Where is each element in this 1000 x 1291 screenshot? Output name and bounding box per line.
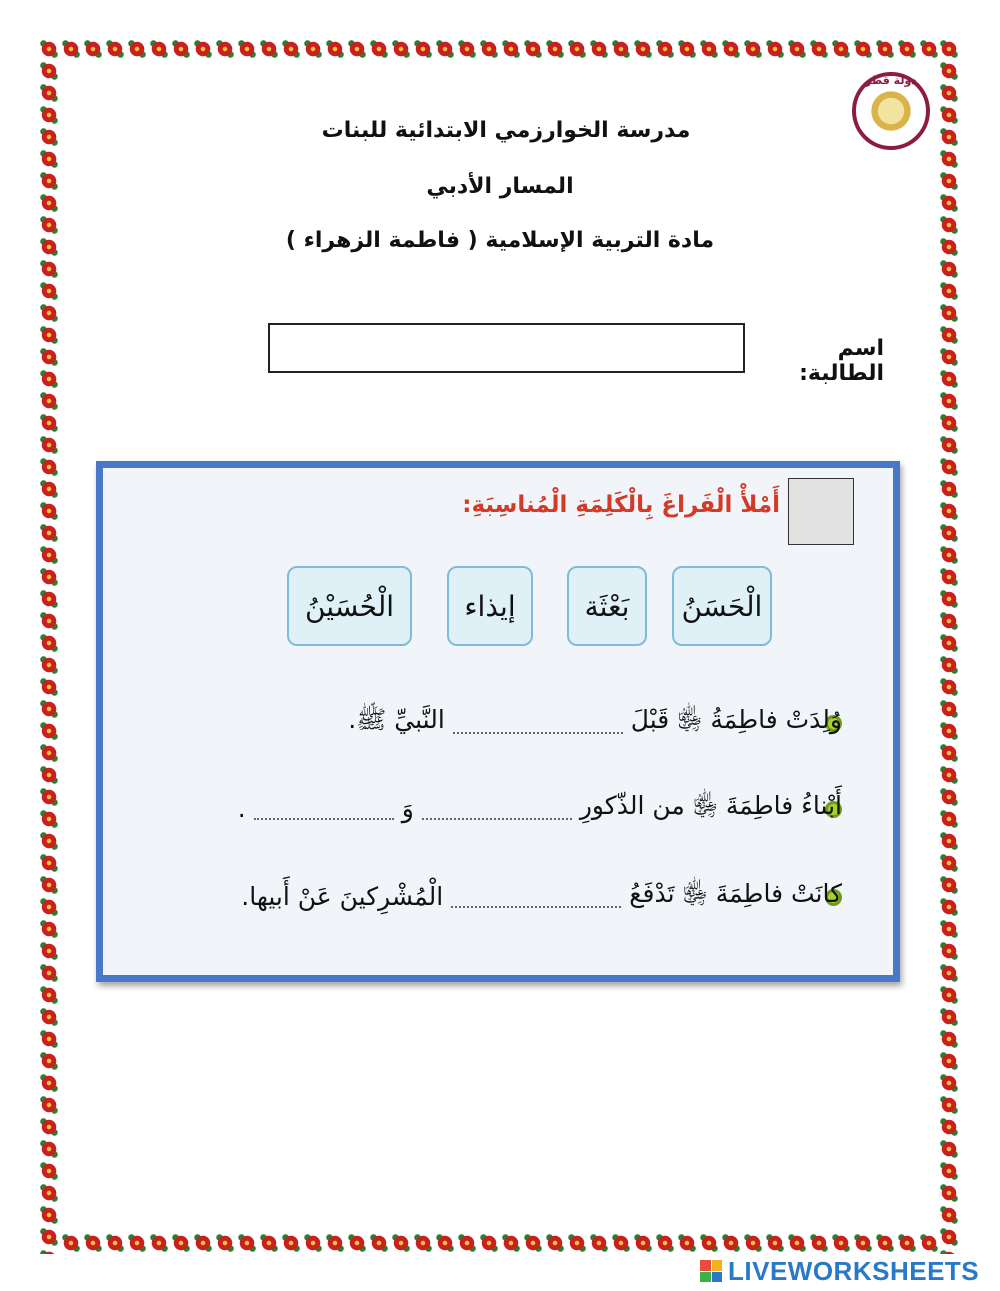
student-name-label: اسم الطالبة: [799,336,884,386]
word-chip-alhasan[interactable]: الْحَسَنُ [672,566,772,646]
brand-logo-icon [700,1260,722,1282]
blank-input-3[interactable] [254,796,394,820]
decorative-border-bottom [38,1232,960,1254]
decorative-border-left [38,38,60,1254]
sentence-text: النَّبيِّ ﷺ. [348,704,445,734]
sentence-3 [241,876,842,916]
exercise-instruction: أَمْلأْ الْفَراغَ بِالْكَلِمَةِ الْمُناسِبَةِ: [462,492,780,518]
subject-title: مادة التربية الإسلامية ( فاطمة الزهراء ) [285,228,715,253]
sentence-text: . [237,793,246,823]
brand-name: LIVEWORKSHEETS [728,1255,980,1286]
sentence-1 [348,702,842,742]
track-name: المسار الأدبي [426,174,574,199]
sentence-text: أَبْناءُ فاطِمَةَ ﵂ من الذّكورِ [579,790,842,820]
decorative-border-top [38,38,960,60]
word-chip-bitha[interactable]: بَعْثَة [567,566,647,646]
sentence-text: وُلِدَتْ فاطِمَةُ ﵂ قَبْلَ [630,704,842,734]
school-name: مدرسة الخوارزمي الابتدائية للبنات [321,118,691,143]
logo-text: دولة قطر [865,74,917,87]
sentence-text: الْمُشْرِكينَ عَنْ أَبيها. [241,881,444,911]
word-chip-ithaa[interactable]: إيذاء [447,566,533,646]
sentence-text: كانَتْ فاطِمَةَ ﵂ تَدْفَعُ [629,878,842,908]
blank-input-1[interactable] [453,710,623,734]
liveworksheets-brand[interactable] [700,1255,980,1286]
blank-input-4[interactable] [451,884,621,908]
answer-check-box[interactable] [788,478,854,545]
sentence-connector: وَ [401,793,414,823]
student-name-input[interactable] [268,323,745,373]
word-chip-alhusayn[interactable]: الْحُسَيْنُ [287,566,412,646]
blank-input-2[interactable] [422,796,572,820]
sentence-2 [238,788,842,828]
decorative-border-right [938,38,960,1254]
